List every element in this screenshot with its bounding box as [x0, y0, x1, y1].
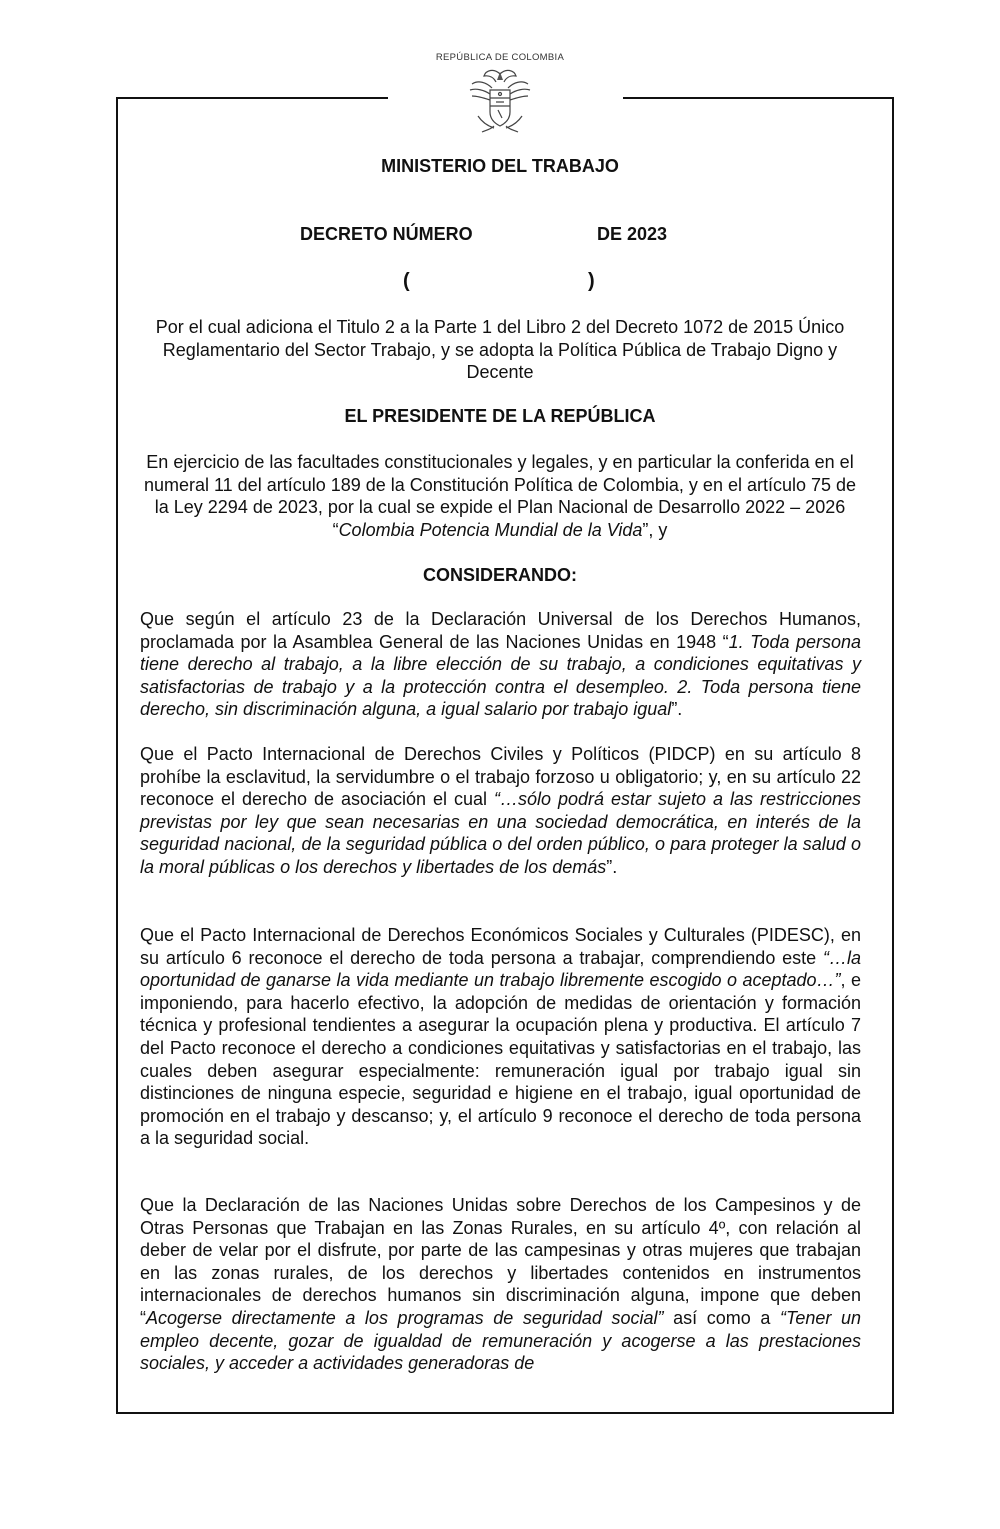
decree-number-label: DECRETO NÚMERO	[300, 224, 473, 244]
paragraph-text: Que según el artículo 23 de la Declaración Universal de los Derechos Humanos, proclamada por la Asamblea General de las Naciones Unidas en 1948 “	[140, 609, 861, 652]
plan-name: Colombia Potencia Mundial de la Vida	[338, 519, 643, 540]
paragraph-udhr	[140, 608, 861, 721]
decree-year: DE 2023	[597, 224, 668, 244]
ministry-title: MINISTERIO DEL TRABAJO	[381, 156, 619, 176]
paragraph-pidcp	[140, 743, 861, 879]
paragraph-text: Que el Pacto Internacional de Derechos Civiles y Políticos (PIDCP) en su artículo 8 prohíbe la esclavitud, la servidumbre o el trabajo forzoso u obligatorio; y, en su artículo 22 reconoce el derecho de asociación el cual	[140, 744, 861, 810]
republic-label: REPÚBLICA DE COLOMBIA	[435, 52, 565, 63]
paragraph-quote: “…sólo podrá estar sujeto a las restricciones previstas por ley que sean necesarias en una sociedad democrática, en interés de la seguridad nacional, de la seguridad pública o del orden público, o para proteger la salud o la moral públicas o los derechos y libertades de los demás	[140, 789, 861, 877]
paragraph-text: Que la Declaración de las Naciones Unidas sobre Derechos de los Campesinos y de Otras Personas que Trabajan en las Zonas Rurales, en su artículo 4º, con relación al deber de velar por el disfrute, por parte de las campesinas y otras mujeres que trabajan en las zonas rurales, de los derechos y libertades contenidos en instrumentos internacionales de derechos humanos sin discriminación alguna, impone que deben “	[140, 1195, 861, 1328]
decree-date-open-paren: (	[403, 270, 410, 292]
decree-date-close-paren: )	[588, 270, 595, 292]
exercise-text: En ejercicio de las facultades constitucionales y legales, y en particular la conferida en el numeral 11 del artículo 189 de la Constitución Política de Colombia, y en el artículo 75 de la Ley 2294 de 2023, por la cual se expide el Plan Nacional de Desarrollo 2022 – 2026 “	[143, 452, 857, 540]
paragraph-quote: “Tener un empleo decente, gozar de igualdad de remuneración y acogerse a las prestaciones sociales, y acceder a actividades generadoras de	[140, 1307, 861, 1374]
coat-of-arms-icon	[464, 66, 536, 138]
frame-border-top-left	[116, 97, 388, 99]
paragraph-quote: Acogerse directamente a los programas de seguridad social”	[146, 1307, 664, 1328]
paragraph-peasants-declaration	[140, 1194, 861, 1375]
considering-heading: CONSIDERANDO:	[422, 565, 577, 585]
paragraph-quote: 1. Toda persona tiene derecho al trabajo, a la libre elección de su trabajo, a condiciones equitativas y satisfactorias de trabajo y a la protección contra el desempleo. 2. Toda persona tiene derecho, sin discriminación alguna, a igual salario por trabajo igual	[140, 631, 862, 720]
frame-border-right	[892, 97, 894, 1413]
paragraph-text: , e imponiendo, para hacerlo efectivo, la adopción de medidas de orientación y formación técnica y profesional tendientes a asegurar la ocupación plena y productiva. El artículo 7 del Pacto reconoce el derecho a condiciones equitativas y satisfactorias en el trabajo, las cuales deben asegurar especialmente: remuneración igual por trabajo igual sin distinciones de ninguna especie, seguridad e higiene en el trabajo, igual oportunidad de promoción en el trabajo y descanso; y, el artículo 9 reconoce el derecho de toda persona a la seguridad social.	[140, 970, 862, 1149]
frame-border-bottom	[116, 1412, 894, 1414]
frame-border-top-right	[623, 97, 894, 99]
paragraph-quote: “…la oportunidad de ganarse la vida mediante un trabajo libremente escogido o aceptado…”	[140, 947, 861, 991]
paragraph-text: Que el Pacto Internacional de Derechos Económicos Sociales y Culturales (PIDESC), en su artículo 6 reconoce el derecho de toda persona a trabajar, comprendiendo este	[140, 925, 861, 968]
paragraph-pidesc	[140, 924, 861, 1150]
frame-border-left	[116, 97, 118, 1413]
paragraph-text: así como a	[663, 1307, 780, 1328]
exercise-tail: ”, y	[642, 519, 668, 540]
paragraph-text: ”.	[671, 699, 683, 720]
exercise-clause	[140, 451, 860, 541]
president-heading: EL PRESIDENTE DE LA REPÚBLICA	[344, 406, 656, 426]
paragraph-text: ”.	[606, 856, 618, 877]
decree-subject: Por el cual adiciona el Titulo 2 a la Parte 1 del Libro 2 del Decreto 1072 de 2015 Único Reglamentario del Sector Trabajo, y se adopta la Política Pública de Trabajo Digno y Decente	[155, 317, 845, 382]
